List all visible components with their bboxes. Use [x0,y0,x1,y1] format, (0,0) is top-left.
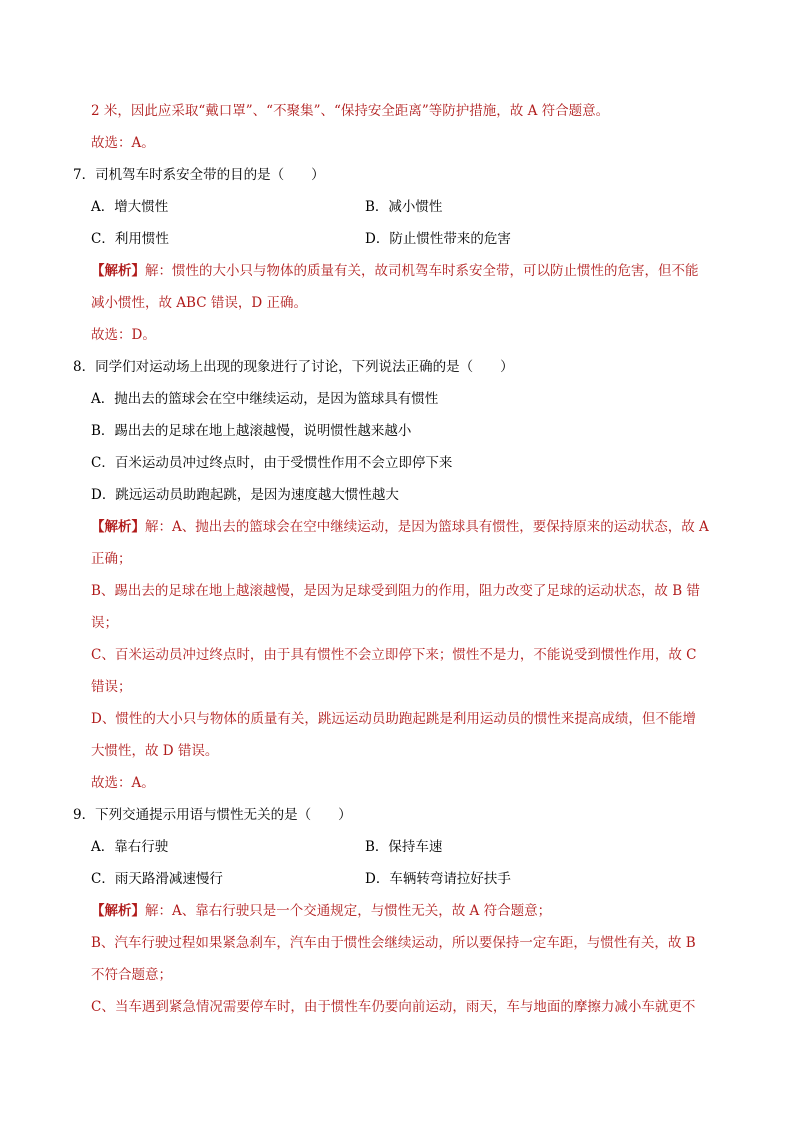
q6-answer: 故选：A。 [91,135,155,151]
q9-analysis-line-1 [91,901,551,921]
q8-analysis-line-1 [91,517,709,537]
q7-analysis-tag: 【解析】 [91,263,145,279]
q8-analysis-text-1: 解：A、抛出去的篮球会在空中继续运动，是因为篮球具有惯性，要保持原来的运动状态，故 A [145,519,709,535]
q7-stem: 7．司机驾车时系安全带的目的是（ ） [73,167,325,183]
q9-analysis-line-3: 不符合题意； [91,967,172,983]
q8-answer: 故选：A。 [91,775,155,791]
q8-option-c: C．百米运动员冲过终点时，由于受惯性作用不会立即停下来 [91,455,453,471]
q8-analysis-line-7: D、惯性的大小只与物体的质量有关，跳远运动员助跑起跳是利用运动员的惯性来提高成绩，但不能增 [91,711,696,727]
q7-option-d: D．防止惯性带来的危害 [365,231,511,247]
q7-option-a: A．增大惯性 [91,199,169,215]
q9-analysis-line-4: C、当车遇到紧急情况需要停车时，由于惯性车仍要向前运动，雨天，车与地面的摩擦力减小车就更不 [91,999,696,1015]
q8-analysis-line-4: 误； [91,615,118,631]
q7-answer: 故选：D。 [91,327,156,343]
q7-analysis-text-1: 解：惯性的大小只与物体的质量有关，故司机驾车时系安全带，可以防止惯性的危害，但不能 [145,263,699,279]
q8-option-d: D．跳远运动员助跑起跳，是因为速度越大惯性越大 [91,487,399,503]
q9-option-c: C．雨天路滑减速慢行 [91,871,223,887]
q9-analysis-tag: 【解析】 [91,903,145,919]
q8-analysis-line-8: 大惯性，故 D 错误。 [91,743,219,759]
q8-option-b: B．踢出去的足球在地上越滚越慢，说明惯性越来越小 [91,423,412,439]
q9-stem: 9．下列交通提示用语与惯性无关的是（ ） [73,807,352,823]
q7-option-c: C．利用惯性 [91,231,169,247]
q7-analysis-line-2: 减小惯性，故 ABC 错误，D 正确。 [91,295,307,311]
q9-analysis-text-1: 解：A、靠右行驶只是一个交通规定，与惯性无关，故 A 符合题意； [145,903,552,919]
q7-analysis-line-1 [91,261,699,281]
q8-analysis-line-5: C、百米运动员冲过终点时，由于具有惯性不会立即停下来；惯性不是力，不能说受到惯性作用，故 C [91,647,697,663]
q9-analysis-line-2: B、汽车行驶过程如果紧急刹车，汽车由于惯性会继续运动，所以要保持一定车距，与惯性有关，故 B [91,935,696,951]
q9-option-a: A．靠右行驶 [91,839,169,855]
q8-analysis-line-6: 错误； [91,679,132,695]
q9-option-d: D．车辆转弯请拉好扶手 [365,871,511,887]
q6-analysis-continuation: 2 米，因此应采取“戴口罩”、“不聚集”、“保持安全距离”等防护措施，故 A 符合题意。 [91,103,610,119]
q8-stem: 8．同学们对运动场上出现的现象进行了讨论，下列说法正确的是（ ） [73,359,514,375]
q8-analysis-tag: 【解析】 [91,519,145,535]
q9-option-b: B．保持车速 [365,839,443,855]
q8-analysis-line-2: 正确； [91,551,132,567]
q8-option-a: A．抛出去的篮球会在空中继续运动，是因为篮球具有惯性 [91,391,439,407]
q8-analysis-line-3: B、踢出去的足球在地上越滚越慢，是因为足球受到阻力的作用，阻力改变了足球的运动状态，故 B 错 [91,583,700,599]
q7-option-b: B．减小惯性 [365,199,443,215]
